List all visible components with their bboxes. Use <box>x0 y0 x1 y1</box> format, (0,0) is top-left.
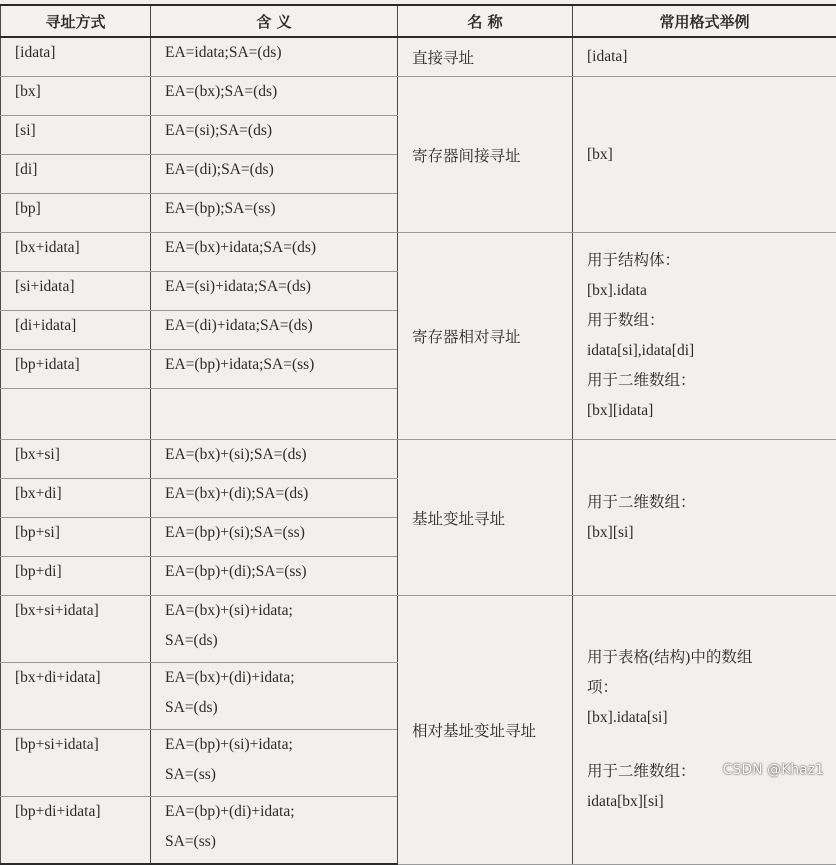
meaning-line: SA=(ds) <box>165 626 397 656</box>
example-line: idata[si],idata[di] <box>587 336 836 366</box>
header-row <box>1 5 836 37</box>
meaning-cell: EA=(bx);SA=(ds) <box>151 77 398 116</box>
mode-cell: [si+idata] <box>1 272 151 311</box>
watermark: CSDN @Khaz1 <box>723 762 824 778</box>
meaning-cell <box>151 730 398 797</box>
example-cell <box>573 37 836 77</box>
mode-name-cell: 寄存器相对寻址 <box>398 233 573 440</box>
empty-cell <box>1 389 151 440</box>
meaning-cell <box>151 663 398 730</box>
mode-name-cell: 基址变址寻址 <box>398 440 573 596</box>
header-example: 常用格式举例 <box>573 5 836 37</box>
example-line: idata[bx][si] <box>587 787 836 817</box>
mode-cell: [bx+idata] <box>1 233 151 272</box>
meaning-cell: EA=idata;SA=(ds) <box>151 37 398 77</box>
meaning-cell: EA=(bp)+(si);SA=(ss) <box>151 518 398 557</box>
table-row <box>1 77 836 116</box>
mode-name-cell: 寄存器间接寻址 <box>398 77 573 233</box>
example-line: 用于数组： <box>587 306 836 336</box>
meaning-line: EA=(bp)+(di)+idata; <box>165 797 397 827</box>
table-row <box>1 596 836 663</box>
mode-cell: [bx+di+idata] <box>1 663 151 730</box>
mode-cell: [di] <box>1 155 151 194</box>
header-meaning: 含 义 <box>151 5 398 37</box>
meaning-cell: EA=(si)+idata;SA=(ds) <box>151 272 398 311</box>
meaning-line: SA=(ss) <box>165 760 397 790</box>
example-line: 用于表格(结构)中的数组 <box>587 643 836 673</box>
addressing-modes-table <box>0 4 836 865</box>
example-cell <box>573 440 836 596</box>
table-row <box>1 233 836 272</box>
mode-cell: [bx+si] <box>1 440 151 479</box>
mode-cell: [di+idata] <box>1 311 151 350</box>
mode-cell: [bx+si+idata] <box>1 596 151 663</box>
mode-cell: [bp] <box>1 194 151 233</box>
mode-cell: [bp+si] <box>1 518 151 557</box>
header-name: 名 称 <box>398 5 573 37</box>
meaning-cell: EA=(bx)+idata;SA=(ds) <box>151 233 398 272</box>
meaning-cell <box>151 797 398 865</box>
meaning-cell: EA=(si);SA=(ds) <box>151 116 398 155</box>
meaning-line: EA=(bp)+(si)+idata; <box>165 730 397 760</box>
example-cell <box>573 596 836 865</box>
meaning-cell: EA=(bp);SA=(ss) <box>151 194 398 233</box>
example-line: 项： <box>587 673 836 703</box>
mode-name-cell: 相对基址变址寻址 <box>398 596 573 865</box>
mode-cell: [bp+di+idata] <box>1 797 151 865</box>
example-line: [bx].idata[si] <box>587 703 836 733</box>
example-cell <box>573 233 836 440</box>
meaning-line: SA=(ds) <box>165 693 397 723</box>
mode-cell: [idata] <box>1 37 151 77</box>
example-cell <box>573 77 836 233</box>
example-line: [idata] <box>587 42 836 72</box>
example-line: [bx] <box>587 140 836 170</box>
meaning-line: EA=(bx)+(si)+idata; <box>165 596 397 626</box>
meaning-line: EA=(bx)+(di)+idata; <box>165 663 397 693</box>
example-line <box>587 733 836 757</box>
meaning-cell: EA=(di)+idata;SA=(ds) <box>151 311 398 350</box>
mode-cell: [bx+di] <box>1 479 151 518</box>
example-line: 用于二维数组： <box>587 488 836 518</box>
meaning-cell: EA=(bx)+(di);SA=(ds) <box>151 479 398 518</box>
table-row <box>1 440 836 479</box>
example-line: 用于二维数组： <box>587 366 836 396</box>
mode-name-cell: 直接寻址 <box>398 37 573 77</box>
mode-cell: [bp+di] <box>1 557 151 596</box>
empty-cell <box>151 389 398 440</box>
example-line: [bx][idata] <box>587 396 836 426</box>
example-line: [bx].idata <box>587 276 836 306</box>
example-line: 用于结构体： <box>587 246 836 276</box>
meaning-cell: EA=(bp)+(di);SA=(ss) <box>151 557 398 596</box>
example-line: [bx][si] <box>587 518 836 548</box>
header-addressing-mode: 寻址方式 <box>1 5 151 37</box>
mode-cell: [si] <box>1 116 151 155</box>
mode-cell: [bp+si+idata] <box>1 730 151 797</box>
meaning-cell <box>151 596 398 663</box>
mode-cell: [bp+idata] <box>1 350 151 389</box>
meaning-cell: EA=(bp)+idata;SA=(ss) <box>151 350 398 389</box>
table-row <box>1 37 836 77</box>
example-line: 用于二维数组： <box>587 757 836 787</box>
meaning-cell: EA=(bx)+(si);SA=(ds) <box>151 440 398 479</box>
meaning-cell: EA=(di);SA=(ds) <box>151 155 398 194</box>
mode-cell: [bx] <box>1 77 151 116</box>
meaning-line: SA=(ss) <box>165 827 397 857</box>
